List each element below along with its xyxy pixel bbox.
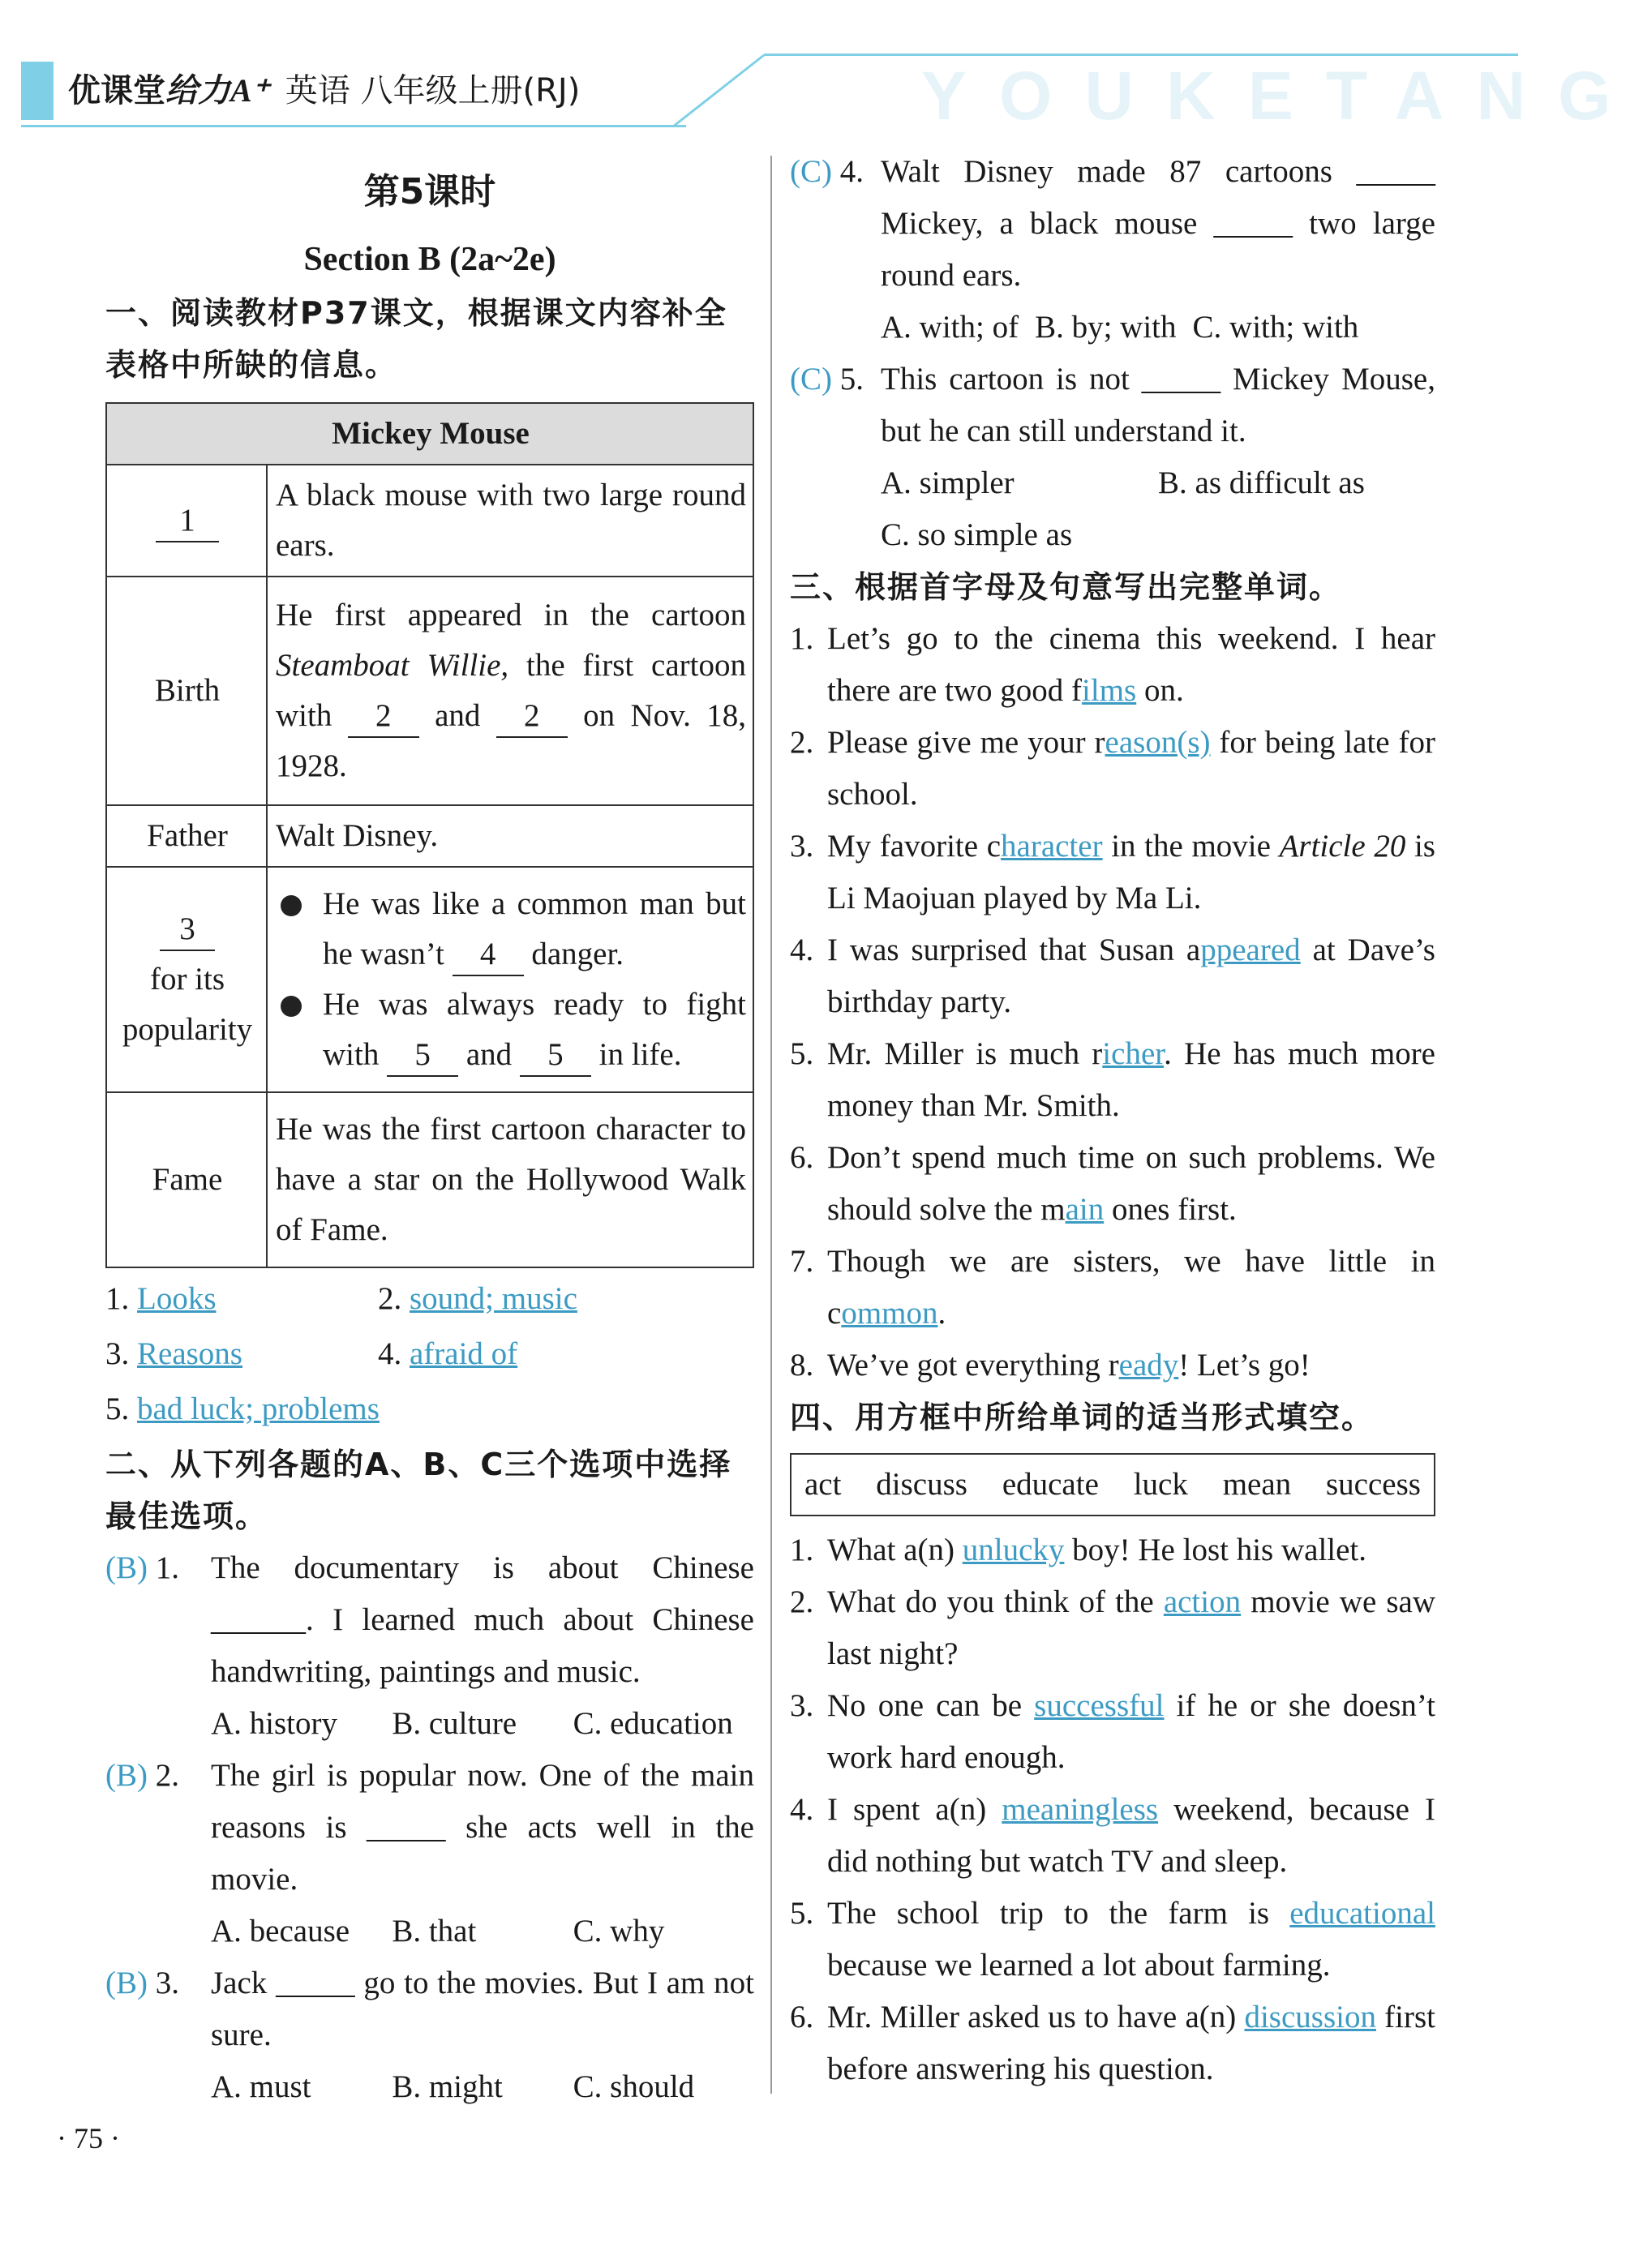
header-title: 优课堂给力A⁺ 英语 八年级上册(RJ) bbox=[68, 72, 581, 109]
fill-item: 2. What do you think of the action movie we saw last night? bbox=[790, 1584, 1435, 1671]
mc-question: (C) 5. This cartoon is not _____ Mickey Mouse, but he can still understand it. A. simpler B. as difficult as C. so simple as bbox=[790, 362, 1435, 552]
row-content: Walt Disney. bbox=[267, 805, 753, 867]
table-header: Mickey Mouse bbox=[106, 403, 753, 465]
answer-row: 3. Reasons 4. afraid of bbox=[105, 1336, 518, 1371]
row-label: Father bbox=[106, 805, 267, 867]
row-label: 3 for its popularity bbox=[106, 867, 267, 1092]
answer-text: bad luck; problems bbox=[137, 1391, 380, 1426]
fill-item: 3. No one can be successful if he or she doesn’t work hard enough. bbox=[790, 1688, 1436, 1775]
table-row bbox=[106, 805, 753, 867]
mc-options: A. simpler B. as difficult as bbox=[881, 465, 1365, 500]
fill-item: 5. The school trip to the farm is educational because we learned a lot about farming. bbox=[790, 1896, 1435, 1983]
part4-heading: 四、用方框中所给单词的适当形式填空。 bbox=[790, 1400, 1375, 1435]
header-rule-right bbox=[764, 54, 1518, 56]
mc-question: (B) 3. Jack _____ go to the movies. But I am not sure. A. must B. might C. should bbox=[105, 1957, 754, 2113]
row-label: Fame bbox=[106, 1092, 267, 1267]
mickey-info-table bbox=[105, 402, 754, 1268]
fill-item: 4. I was surprised that Susan appeared at Dave’s birthday party. bbox=[790, 932, 1435, 1019]
part3-heading: 三、根据首字母及句意写出完整单词。 bbox=[790, 569, 1342, 605]
mc-options: A. because B. that C. why bbox=[211, 1914, 665, 1949]
answer-row: 1. Looks 2. sound; music bbox=[105, 1281, 577, 1316]
part2-heading: 二、从下列各题的A、B、C三个选项中选择最佳选项。 bbox=[105, 1447, 732, 1534]
mc-question: (B) 1. The documentary is about Chinese ______. I learned much about Chinese handwriting, paintings and music. A. history B. culture C. education bbox=[105, 1542, 754, 1750]
bullet-item: He was always ready to fight with 5 and 5 in life. bbox=[276, 980, 746, 1080]
answer-row: 5. bad luck; problems bbox=[105, 1391, 380, 1426]
fill-item: 7. Though we are sisters, we have little in common. bbox=[790, 1244, 1435, 1331]
bullet-dot-icon bbox=[281, 996, 302, 1017]
bullet-item: He was like a common man but he wasn’t 4 danger. bbox=[276, 879, 746, 980]
row-content: He first appeared in the cartoon Steamboat Willie, the first cartoon with 2 and 2 on Nov. 18, 1928. bbox=[267, 577, 753, 805]
page-number: · 75 · bbox=[57, 2122, 120, 2154]
fill-item: 4. I spent a(n) meaningless weekend, because I did nothing but watch TV and sleep. bbox=[790, 1792, 1435, 1879]
fill-item: 1. What a(n) unlucky boy! He lost his wallet. bbox=[790, 1533, 1367, 1567]
answer-text: Looks bbox=[137, 1281, 217, 1316]
answer-text: sound; music bbox=[410, 1281, 577, 1316]
row-label: Birth bbox=[106, 577, 267, 805]
part1-heading: 一、阅读教材P37课文，根据课文内容补全表格中所缺的信息。 bbox=[105, 295, 727, 383]
answer-text: afraid of bbox=[410, 1336, 518, 1371]
mc-question: (B) 2. The girl is popular now. One of the main reasons is _____ she acts well in the movie. A. because B. that C. why bbox=[105, 1750, 754, 1957]
header-watermark: YOUKETANG bbox=[921, 58, 1643, 134]
row-content bbox=[267, 867, 753, 1092]
row-label: 1 bbox=[106, 465, 267, 577]
right-column bbox=[790, 146, 1435, 2095]
column-divider bbox=[770, 156, 772, 2094]
mc-options: A. must B. might C. should bbox=[211, 2069, 695, 2104]
header-accent-bar bbox=[21, 62, 54, 120]
table-row bbox=[106, 577, 753, 805]
fill-item: 6. Mr. Miller asked us to have a(n) discussion first before answering his question. bbox=[790, 2000, 1435, 2086]
header-rule-left bbox=[21, 125, 686, 127]
answer-text: Reasons bbox=[137, 1336, 242, 1371]
table-row bbox=[106, 1092, 753, 1267]
fill-item: 1. Let’s go to the cinema this weekend. I hear there are two good films on. bbox=[790, 621, 1435, 708]
table-row bbox=[106, 867, 753, 1092]
left-column bbox=[105, 146, 754, 2113]
part1-answers bbox=[105, 1273, 754, 1438]
lesson-title: 第5课时 bbox=[363, 171, 496, 212]
mc-question: (C) 4. Walt Disney made 87 cartoons _____ Mickey, a black mouse _____ two large round ears. A. with; of B. by; with C. with; with bbox=[790, 146, 1435, 354]
fill-item: 5. Mr. Miller is much richer. He has much more money than Mr. Smith. bbox=[790, 1036, 1435, 1123]
header-slant-rule bbox=[670, 54, 767, 128]
fill-item: 3. My favorite character in the movie Article 20 is Li Maojuan played by Ma Li. bbox=[790, 829, 1435, 915]
fill-item: 8. We’ve got everything ready! Let’s go! bbox=[790, 1348, 1311, 1383]
word-box: act discuss educate luck mean success bbox=[790, 1453, 1435, 1516]
section-title: Section B (2a~2e) bbox=[303, 241, 556, 278]
fill-item: 6. Don’t spend much time on such problems. We should solve the main ones first. bbox=[790, 1140, 1435, 1227]
table-row bbox=[106, 465, 753, 577]
mc-options: A. with; of B. by; with C. with; with bbox=[881, 310, 1359, 345]
mc-options: A. history B. culture C. education bbox=[211, 1706, 733, 1741]
row-content: He was the first cartoon character to have a star on the Hollywood Walk of Fame. bbox=[267, 1092, 753, 1267]
row-content: A black mouse with two large round ears. bbox=[267, 465, 753, 577]
page-header bbox=[21, 54, 1643, 134]
fill-item: 2. Please give me your reason(s) for being late for school. bbox=[790, 725, 1435, 812]
bullet-dot-icon bbox=[281, 895, 302, 916]
